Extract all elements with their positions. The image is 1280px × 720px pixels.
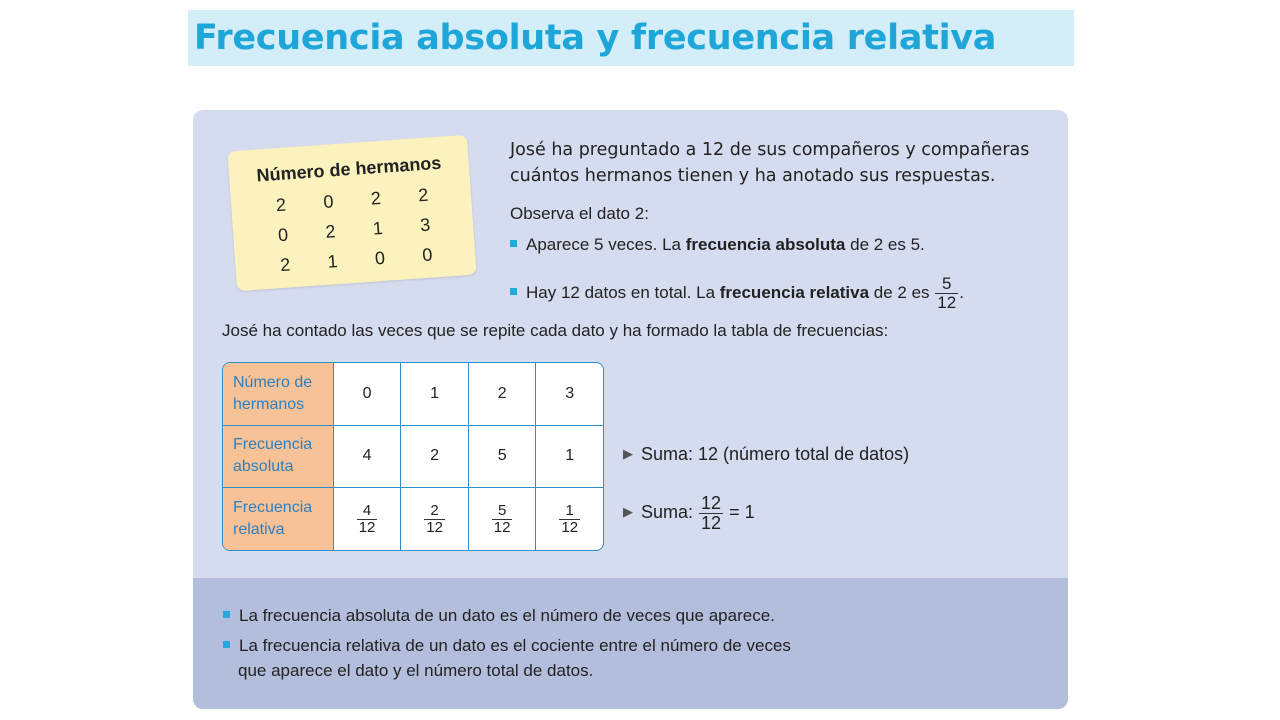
- sum-relative: [623, 494, 755, 533]
- table-cell: [536, 488, 603, 550]
- row-header: Número de hermanos: [223, 363, 333, 425]
- note-value: 1: [372, 217, 384, 239]
- page-title: Frecuencia absoluta y frecuencia relativa: [194, 18, 997, 58]
- table-cell: 2: [468, 363, 536, 425]
- fraction: [424, 503, 445, 536]
- bullet-bold: frecuencia relativa: [719, 282, 870, 302]
- fraction-numerator: 4: [357, 503, 378, 520]
- row-header: Frecuencia absoluta: [223, 425, 333, 488]
- fraction-numerator: 12: [701, 493, 722, 513]
- bullet-text: de 2 es 5.: [845, 235, 925, 254]
- fraction-numerator: 5: [935, 275, 958, 294]
- bullet-square-icon: [223, 611, 230, 618]
- fraction: [492, 503, 513, 536]
- bullet-absolute: [510, 235, 925, 255]
- sum-absolute: [623, 444, 909, 465]
- fraction-numerator: 2: [424, 503, 445, 520]
- table-cell: 4: [333, 425, 401, 488]
- fraction-numerator: 5: [492, 503, 513, 520]
- fraction-denominator: 12: [701, 512, 722, 533]
- triangle-right-icon: ▶: [623, 504, 633, 520]
- table-cell: 1: [536, 425, 603, 488]
- intro-text: José ha preguntado a 12 de sus compañeros y compañeras cuántos hermanos tienen y ha anotado sus respuestas.: [510, 140, 1030, 186]
- definition-relative: [223, 633, 863, 683]
- bullet-square-icon: [223, 641, 230, 648]
- bullet-text: de 2 es: [869, 282, 935, 302]
- fraction-denominator: 12: [937, 292, 957, 312]
- observa-text: Observa el dato 2:: [510, 204, 649, 223]
- fraction: [357, 503, 378, 536]
- table-cell: 2: [401, 425, 469, 488]
- fraction: [559, 503, 580, 536]
- table-cell: [401, 488, 469, 550]
- bullet-square-icon: [510, 288, 517, 295]
- sum-label: Suma:: [641, 502, 694, 523]
- fraction-denominator: 12: [358, 518, 376, 536]
- table-row: [223, 363, 603, 425]
- table-cell: [333, 488, 401, 550]
- note-value: 2: [275, 194, 287, 216]
- definition-absolute: [223, 603, 775, 628]
- fraction-denominator: 12: [426, 518, 443, 536]
- note-value: 0: [421, 244, 434, 266]
- bullet-bold: frecuencia absoluta: [685, 235, 846, 254]
- table-row: [223, 488, 603, 550]
- note-value: 0: [277, 224, 289, 246]
- note-value: 0: [374, 247, 386, 269]
- table-intro-text: José ha contado las veces que se repite cada dato y ha formado la tabla de frecuencias:: [222, 321, 889, 340]
- title-bar: [188, 10, 1074, 66]
- table-cell: 3: [536, 363, 603, 425]
- sum-text: Suma: 12 (número total de datos): [641, 444, 910, 464]
- bullet-square-icon: [510, 240, 517, 247]
- table-cell: 1: [401, 363, 469, 425]
- bullet-text: Aparece 5 veces. La: [526, 235, 686, 254]
- table-cell: 5: [468, 425, 536, 488]
- note-values-grid: [257, 183, 452, 277]
- row-header: Frecuencia relativa: [223, 488, 333, 550]
- definition-text: La frecuencia absoluta de un dato es el número de veces que aparece.: [239, 606, 775, 625]
- note-value: 2: [279, 254, 291, 276]
- note-value: 3: [419, 214, 431, 236]
- bullet-relative: [510, 275, 964, 312]
- table-cell: [468, 488, 536, 550]
- note-title: Número de hermanos: [255, 152, 442, 186]
- fraction: [699, 494, 723, 533]
- fraction-denominator: 12: [493, 518, 511, 536]
- note-value: 2: [370, 187, 382, 209]
- bullet-text: Hay 12 datos en total. La: [526, 282, 720, 302]
- bullet-text: .: [959, 282, 964, 302]
- table-cell: 0: [333, 363, 401, 425]
- note-value: 2: [417, 184, 429, 206]
- fraction-numerator: 1: [559, 503, 580, 520]
- triangle-right-icon: ▶: [623, 446, 633, 461]
- note-value: 0: [322, 191, 335, 212]
- sum-result: = 1: [729, 502, 755, 523]
- note-value: 1: [326, 251, 339, 272]
- definition-text: que aparece el dato y el número total de datos.: [238, 661, 594, 680]
- note-value: 2: [324, 221, 337, 242]
- table-row: [223, 425, 603, 488]
- definition-text: La frecuencia relativa de un dato es el cociente entre el número de veces: [239, 636, 791, 655]
- frequency-table: [222, 362, 604, 551]
- data-note: [227, 135, 476, 291]
- fraction: [935, 275, 958, 312]
- fraction-denominator: 12: [561, 518, 579, 536]
